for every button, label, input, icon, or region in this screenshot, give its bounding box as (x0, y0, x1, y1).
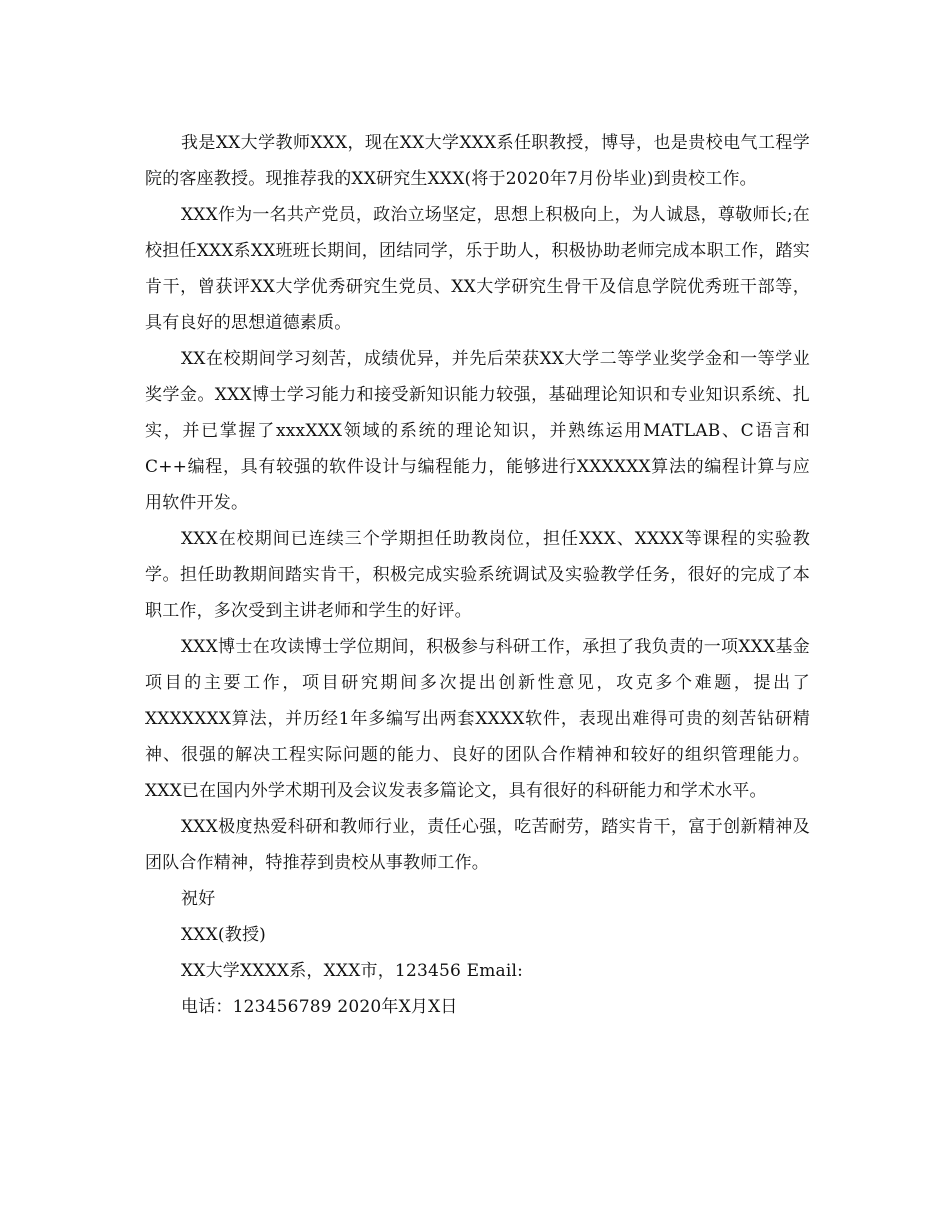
paragraph-teaching-assistant: XXX在校期间已连续三个学期担任助教岗位，担任XXX、XXXX等课程的实验教学。担任助教期间踏实肯干，积极完成实验系统调试及实验教学任务，很好的完成了本职工作，多次受到主讲老师和学生的好评。 (145, 529, 810, 621)
paragraph-research: XXX博士在攻读博士学位期间，积极参与科研工作，承担了我负责的一项XXX基金项目的主要工作，项目研究期间多次提出创新性意见，攻克多个难题，提出了XXXXXXX算法，并历经1年多编写出两套XXXX软件，表现出难得可贵的刻苦钻研精神、很强的解决工程实际问题的能力、良好的团队合作精神和较好的组织管理能力。XXX已在国内外学术期刊及会议发表多篇论文，具有很好的科研能力和学术水平。 (145, 637, 810, 801)
paragraph-academic-performance: XX在校期间学习刻苦，成绩优异，并先后荣获XX大学二等学业奖学金和一等学业奖学金。XXX博士学习能力和接受新知识能力较强，基础理论知识和专业知识系统、扎实，并已掌握了xxxXXX领域的系统的理论知识，并熟练运用MATLAB、C语言和C++编程，具有较强的软件设计与编程能力，能够进行XXXXXX算法的编程计算与应用软件开发。 (145, 349, 810, 513)
letter-body (145, 125, 810, 1025)
paragraph-recommendation: XXX极度热爱科研和教师行业，责任心强，吃苦耐劳，踏实肯干，富于创新精神及团队合作精神，特推荐到贵校从事教师工作。 (145, 817, 810, 873)
signature-contact-date: 电话：123456789 2020年X月X日 (181, 997, 458, 1017)
signature: XXX(教授) (181, 925, 266, 945)
closing-greeting: 祝好 (181, 889, 216, 909)
signature-address: XX大学XXXX系，XXX市，123456 Email: (181, 961, 524, 981)
paragraph-introduction: 我是XX大学教师XXX，现在XX大学XXX系任职教授，博导，也是贵校电气工程学院的客座教授。现推荐我的XX研究生XXX(将于2020年7月份毕业)到贵校工作。 (145, 133, 810, 189)
paragraph-political-character: XXX作为一名共产党员，政治立场坚定，思想上积极向上，为人诚恳，尊敬师长;在校担任XXX系XX班班长期间，团结同学，乐于助人，积极协助老师完成本职工作，踏实肯干，曾获评XX大学优秀研究生党员、XX大学研究生骨干及信息学院优秀班干部等，具有良好的思想道德素质。 (145, 205, 810, 333)
